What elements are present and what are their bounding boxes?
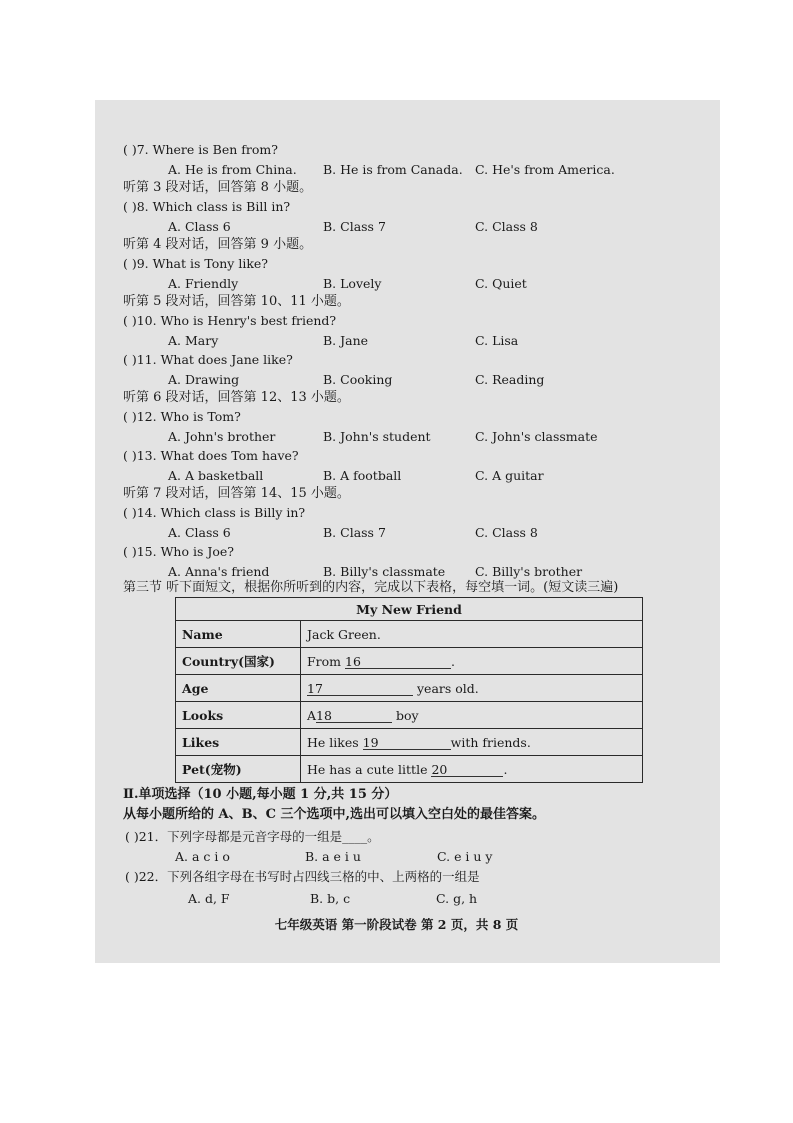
table-row <box>176 621 643 648</box>
question-15-stem: ( )15. Who is Joe? <box>123 544 234 559</box>
question-22-option-c: C. g, h <box>436 891 478 906</box>
cell-text: . <box>503 761 508 777</box>
blank-20[interactable] <box>431 762 503 777</box>
part-2-title: Ⅱ.单项选择（10 小题,每小题 1 分,共 15 分） <box>123 787 398 802</box>
blank-16[interactable] <box>345 654 451 669</box>
cell-text: A <box>307 707 317 723</box>
table-row <box>176 756 643 783</box>
part-2-instructions: 从每小题所给的 A、B、C 三个选项中,选出可以填入空白处的最佳答案。 <box>123 807 545 822</box>
question-21-stem: ( )21．下列字母都是元音字母的一组是____。 <box>125 829 380 844</box>
part-3-heading: 第三节 听下面短文，根据你所听到的内容，完成以下表格，每空填一词。(短文读三遍) <box>123 580 619 595</box>
row-value-looks <box>301 702 643 729</box>
row-value-country <box>301 648 643 675</box>
question-9-option-c: C. Quiet <box>475 276 527 291</box>
row-label-pet: Pet(宠物) <box>176 756 301 783</box>
question-15-option-a: A. Anna's friend <box>168 564 270 579</box>
cell-text: Jack Green. <box>307 626 381 642</box>
question-10-option-b: B. Jane <box>323 333 369 348</box>
blank-number: 16 <box>345 653 361 669</box>
row-label-country: Country(国家) <box>176 648 301 675</box>
question-12-option-a: A. John's brother <box>168 429 276 444</box>
question-13-option-c: C. A guitar <box>475 468 544 483</box>
question-8-stem: ( )8. Which class is Bill in? <box>123 199 291 214</box>
blank-number: 18 <box>316 707 332 723</box>
cell-text: with friends. <box>450 734 531 750</box>
row-value-age <box>301 675 643 702</box>
question-21-option-a: A. a c i o <box>175 849 230 864</box>
question-22-stem: ( )22．下列各组字母在书写时占四线三格的中、上两格的一组是 <box>125 869 480 884</box>
question-22-option-b: B. b, c <box>310 891 351 906</box>
question-14-stem: ( )14. Which class is Billy in? <box>123 505 306 520</box>
blank-18[interactable] <box>316 708 392 723</box>
blank-number: 17 <box>307 680 323 696</box>
question-8-option-b: B. Class 7 <box>323 219 386 234</box>
question-10-option-c: C. Lisa <box>475 333 519 348</box>
row-label-age: Age <box>176 675 301 702</box>
question-21-option-c: C. e i u y <box>437 849 493 864</box>
row-value-name <box>301 621 643 648</box>
section-heading-4: 听第 4 段对话，回答第 9 小题。 <box>123 237 313 252</box>
question-11-option-c: C. Reading <box>475 372 545 387</box>
page-footer: 七年级英语 第一阶段试卷 第 2 页，共 8 页 <box>274 917 519 932</box>
table-row <box>176 648 643 675</box>
question-14-option-c: C. Class 8 <box>475 525 538 540</box>
table-title: My New Friend <box>176 598 643 621</box>
table-row <box>176 702 643 729</box>
question-8-option-a: A. Class 6 <box>168 219 231 234</box>
question-13-option-a: A. A basketball <box>168 468 264 483</box>
question-12-stem: ( )12. Who is Tom? <box>123 409 241 424</box>
question-15-option-c: C. Billy's brother <box>475 564 583 579</box>
cell-text: From <box>307 653 342 669</box>
question-13-stem: ( )13. What does Tom have? <box>123 448 299 463</box>
cell-text: boy <box>396 707 419 723</box>
cell-text: He likes <box>307 734 359 750</box>
section-heading-3: 听第 3 段对话，回答第 8 小题。 <box>123 180 313 195</box>
table-row <box>176 675 643 702</box>
question-11-stem: ( )11. What does Jane like? <box>123 352 293 367</box>
question-13-option-b: B. A football <box>323 468 402 483</box>
question-14-option-b: B. Class 7 <box>323 525 386 540</box>
row-label-looks: Looks <box>176 702 301 729</box>
question-10-stem: ( )10. Who is Henry's best friend? <box>123 313 337 328</box>
section-heading-7: 听第 7 段对话，回答第 14、15 小题。 <box>123 486 350 501</box>
blank-19[interactable] <box>363 735 451 750</box>
question-11-option-b: B. Cooking <box>323 372 393 387</box>
cell-text: He has a cute little <box>307 761 428 777</box>
question-7-option-b: B. He is from Canada. <box>323 162 463 177</box>
table-row <box>176 729 643 756</box>
question-11-option-a: A. Drawing <box>168 372 240 387</box>
question-9-stem: ( )9. What is Tony like? <box>123 256 269 271</box>
section-heading-5: 听第 5 段对话，回答第 10、11 小题。 <box>123 294 350 309</box>
question-8-option-c: C. Class 8 <box>475 219 538 234</box>
cell-text: . <box>451 653 455 669</box>
row-label-likes: Likes <box>176 729 301 756</box>
question-9-option-a: A. Friendly <box>168 276 239 291</box>
question-21-option-b: B. a e i u <box>305 849 361 864</box>
question-7-stem: ( )7. Where is Ben from? <box>123 142 278 157</box>
question-7-option-c: C. He's from America. <box>475 162 615 177</box>
question-12-option-b: B. John's student <box>323 429 431 444</box>
blank-17[interactable] <box>307 681 413 696</box>
question-9-option-b: B. Lovely <box>323 276 382 291</box>
question-10-option-a: A. Mary <box>168 333 219 348</box>
blank-number: 19 <box>362 734 379 750</box>
question-7-option-a: A. He is from China. <box>168 162 297 177</box>
question-22-option-a: A. d, F <box>188 891 230 906</box>
row-value-likes <box>301 729 643 756</box>
blank-number: 20 <box>431 761 448 777</box>
row-label-name: Name <box>176 621 301 648</box>
question-14-option-a: A. Class 6 <box>168 525 231 540</box>
row-value-pet <box>301 756 643 783</box>
my-new-friend-table <box>175 597 643 783</box>
question-12-option-c: C. John's classmate <box>475 429 598 444</box>
cell-text: years old. <box>416 680 479 696</box>
question-15-option-b: B. Billy's classmate <box>323 564 446 579</box>
section-heading-6: 听第 6 段对话，回答第 12、13 小题。 <box>123 390 350 405</box>
